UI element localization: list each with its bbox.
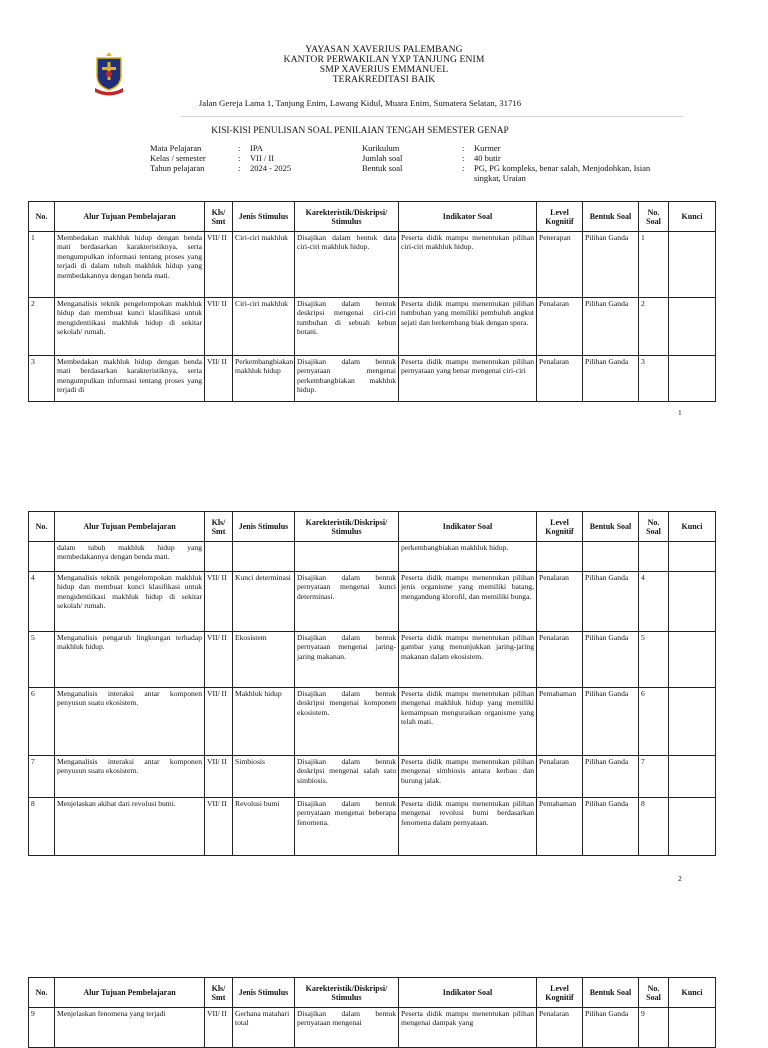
column-header-stimulus-description: Karekteristik/Diskripsi/ Stimulus <box>295 512 399 542</box>
meta-value: PG, PG kompleks, benar salah, Menjodohkan, Isian singkat, Uraian <box>474 163 651 183</box>
question-number-cell: 9 <box>639 1008 669 1048</box>
cognitive-level-cell: Pemahaman <box>537 798 583 856</box>
answer-key-cell <box>669 232 716 298</box>
question-indicator-cell: Peserta didik mampu menentukan pilihan mengenai simbiosis antara kerbau dan burung jalak. <box>399 756 537 798</box>
page-number: 1 <box>678 408 682 417</box>
column-header-answer-key: Kunci <box>669 512 716 542</box>
meta-label: Tahun pelajaran <box>150 163 205 173</box>
stimulus-description-cell: Disajikan dalam bentuk deskripsi mengenai salah satu simbiosis. <box>295 756 399 798</box>
stimulus-type-cell: Ekosistem <box>233 632 295 688</box>
question-number-cell: 4 <box>639 572 669 632</box>
column-header-stimulus-type: Jenis Stimulus <box>233 202 295 232</box>
stimulus-type-cell: Ciri-ciri makhluk <box>233 298 295 356</box>
table-row <box>29 632 716 688</box>
meta-value: IPA <box>250 143 263 153</box>
column-header-stimulus-type: Jenis Stimulus <box>233 978 295 1008</box>
question-number-cell: 5 <box>639 632 669 688</box>
question-indicator-cell: Peserta didik mampu menentukan pilihan gambar yang menunjukkan jaring-jaring makanan dalam ekosistem. <box>399 632 537 688</box>
learning-path-cell: Menganalisis teknik pengelompokan makhluk hidup dan membuat kunci klasifikasi untuk mengidentiikasi makhluk hidup di sekitar sekolah/ rumah. <box>55 298 205 356</box>
stimulus-type-cell: Ciri-ciri makhluk <box>233 232 295 298</box>
table-header-row <box>29 978 716 1008</box>
answer-key-cell <box>669 1008 716 1048</box>
question-form-cell <box>583 542 639 572</box>
question-number-cell: 1 <box>639 232 669 298</box>
meta-colon: : <box>462 153 465 163</box>
question-indicator-cell: Peserta didik mampu menentukan pilihan mengenai dampak yang <box>399 1008 537 1048</box>
column-header-learning-path: Alur Tujuan Pembelajaran <box>55 512 205 542</box>
question-form-cell: Pilihan Ganda <box>583 756 639 798</box>
question-form-cell: Pilihan Ganda <box>583 298 639 356</box>
accreditation: TERAKREDITASI BAIK <box>332 74 436 85</box>
meta-label: Bentuk soal <box>362 163 403 173</box>
column-header-question-form: Bentuk Soal <box>583 978 639 1008</box>
learning-path-cell: Menganalisis teknik pengelompokan makhluk hidup dan membuat kunci klasifikasi untuk mengidentiikasi makhluk hidup di sekitar sekolah/ rumah. <box>55 572 205 632</box>
row-number-cell: 5 <box>29 632 55 688</box>
learning-path-cell: Menjelaskan fenomena yang terjadi <box>55 1008 205 1048</box>
question-form-cell: Pilihan Ganda <box>583 798 639 856</box>
column-header-row-number: No. <box>29 512 55 542</box>
column-header-question-form: Bentuk Soal <box>583 202 639 232</box>
cognitive-level-cell: Penalaran <box>537 632 583 688</box>
question-indicator-cell: perkembangbiakan makhluk hidup. <box>399 542 537 572</box>
question-number-cell <box>639 542 669 572</box>
stimulus-description-cell: Disajikan dalam bentuk pernyataan mengenai <box>295 1008 399 1048</box>
table-row <box>29 688 716 756</box>
school-address: Jalan Gereja Lama 1, Tanjung Enim, Lawang Kidul, Muara Enim, Sumatera Selatan, 31716 <box>198 98 522 108</box>
learning-path-cell: Membedakan makhluk hidup dengan benda mati berdasarkan karakteristiknya, serta mengumpulkan informasi tentang proses yang terjadi di <box>55 356 205 402</box>
question-form-cell: Pilihan Ganda <box>583 632 639 688</box>
class-semester-cell: VII/ II <box>205 232 233 298</box>
stimulus-type-cell: Makhluk hidup <box>233 688 295 756</box>
row-number-cell <box>29 542 55 572</box>
stimulus-description-cell: Disajikan dalam bentuk deskripsi mengenai komponen ekosistem. <box>295 688 399 756</box>
answer-key-cell <box>669 298 716 356</box>
table-row <box>29 798 716 856</box>
row-number-cell: 1 <box>29 232 55 298</box>
cognitive-level-cell <box>537 542 583 572</box>
column-header-class-semester: Kls/ Smt <box>205 978 233 1008</box>
question-form-cell: Pilihan Ganda <box>583 232 639 298</box>
column-header-class-semester: Kls/ Smt <box>205 512 233 542</box>
question-form-cell: Pilihan Ganda <box>583 356 639 402</box>
column-header-answer-key: Kunci <box>669 978 716 1008</box>
question-number-cell: 2 <box>639 298 669 356</box>
column-header-question-number: No. Soal <box>639 512 669 542</box>
question-indicator-cell: Peserta didik mampu menentukan pilihan mengenai makhluk hidup yang memiliki kemampuan menguraikan organisme yang telah mati. <box>399 688 537 756</box>
class-semester-cell: VII/ II <box>205 298 233 356</box>
learning-path-cell: Membedakan makhluk hidup dengan benda mati berdasarkan karakteristiknya, serta mengumpulkan informasi tentang proses yang terjadi di dalam tubuh makhluk hidup yang membedakannya dengan benda mati. <box>55 232 205 298</box>
table-row <box>29 298 716 356</box>
page-number: 2 <box>678 874 682 883</box>
row-number-cell: 4 <box>29 572 55 632</box>
meta-left <box>150 143 370 175</box>
meta-colon: : <box>238 163 241 173</box>
answer-key-cell <box>669 542 716 572</box>
foundation-name: YAYASAN XAVERIUS PALEMBANG <box>305 44 463 55</box>
table-row <box>29 542 716 572</box>
answer-key-cell <box>669 798 716 856</box>
column-header-row-number: No. <box>29 202 55 232</box>
question-number-cell: 3 <box>639 356 669 402</box>
cognitive-level-cell: Penalaran <box>537 572 583 632</box>
column-header-cognitive-level: Level Kognitif <box>537 978 583 1008</box>
stimulus-type-cell: Kunci determinasi <box>233 572 295 632</box>
column-header-cognitive-level: Level Kognitif <box>537 202 583 232</box>
column-header-stimulus-description: Karekteristik/Diskripsi/ Stimulus <box>295 978 399 1008</box>
cognitive-level-cell: Penalaran <box>537 756 583 798</box>
question-form-cell: Pilihan Ganda <box>583 688 639 756</box>
class-semester-cell: VII/ II <box>205 356 233 402</box>
column-header-cognitive-level: Level Kognitif <box>537 512 583 542</box>
question-number-cell: 8 <box>639 798 669 856</box>
stimulus-description-cell: Disajikan dalam bentuk pernyataan mengenai perkembangbiakan makhluk hidup. <box>295 356 399 402</box>
answer-key-cell <box>669 756 716 798</box>
class-semester-cell: VII/ II <box>205 572 233 632</box>
meta-label: Kurikulum <box>362 143 400 153</box>
question-number-cell: 7 <box>639 756 669 798</box>
meta-value: 2024 - 2025 <box>250 163 292 173</box>
stimulus-type-cell: Perkembangbiakan makhluk hidup <box>233 356 295 402</box>
kisi-table-page-3 <box>28 977 716 1048</box>
column-header-question-number: No. Soal <box>639 202 669 232</box>
column-header-stimulus-description: Karekteristik/Diskripsi/ Stimulus <box>295 202 399 232</box>
column-header-question-number: No. Soal <box>639 978 669 1008</box>
stimulus-description-cell <box>295 542 399 572</box>
class-semester-cell: VII/ II <box>205 632 233 688</box>
column-header-stimulus-type: Jenis Stimulus <box>233 512 295 542</box>
table-row <box>29 572 716 632</box>
cognitive-level-cell: Penalaran <box>537 356 583 402</box>
meta-value: 40 butir <box>474 153 501 163</box>
meta-colon: : <box>238 153 241 163</box>
learning-path-cell: Menganalisis interaksi antar komponen penyusun suatu ekosistem. <box>55 688 205 756</box>
answer-key-cell <box>669 572 716 632</box>
school-name: SMP XAVERIUS EMMANUEL <box>319 64 449 75</box>
kisi-table-page-2 <box>28 511 716 856</box>
question-number-cell: 6 <box>639 688 669 756</box>
class-semester-cell: VII/ II <box>205 798 233 856</box>
office-name: KANTOR PERWAKILAN YXP TANJUNG ENIM <box>283 54 485 65</box>
row-number-cell: 2 <box>29 298 55 356</box>
stimulus-description-cell: Disajikan dalam bentuk pernyataan mengenai jaring-jaring makanan. <box>295 632 399 688</box>
stimulus-type-cell: Revolusi bumi <box>233 798 295 856</box>
stimulus-type-cell: Gerhana matahari total <box>233 1008 295 1048</box>
column-header-learning-path: Alur Tujuan Pembelajaran <box>55 202 205 232</box>
meta-value: Kurmer <box>474 143 501 153</box>
cognitive-level-cell: Pemahaman <box>537 688 583 756</box>
class-semester-cell: VII/ II <box>205 1008 233 1048</box>
stimulus-description-cell: Disajikan dalam bentuk data ciri-ciri makhluk hidup. <box>295 232 399 298</box>
learning-path-cell: Menganalisis interaksi antar komponen penyusun suatu ekosistem. <box>55 756 205 798</box>
meta-value: VII / II <box>250 153 275 163</box>
stimulus-description-cell: Disajikan dalam bentuk pernyataan mengenai kunci determinasi. <box>295 572 399 632</box>
column-header-question-indicator: Indikator Soal <box>399 202 537 232</box>
answer-key-cell <box>669 632 716 688</box>
learning-path-cell: Menganalisis pengaruh lingkungan terhadap makhluk hidup. <box>55 632 205 688</box>
row-number-cell: 7 <box>29 756 55 798</box>
column-header-question-form: Bentuk Soal <box>583 512 639 542</box>
question-indicator-cell: Peserta didik mampu menentukan pilihan pernyataan yang benar mengenai ciri-ciri <box>399 356 537 402</box>
kisi-table-page-1 <box>28 201 716 402</box>
document-title: KISI-KISI PENULISAN SOAL PENILAIAN TENGAH SEMESTER GENAP <box>211 126 509 136</box>
row-number-cell: 9 <box>29 1008 55 1048</box>
row-number-cell: 8 <box>29 798 55 856</box>
stimulus-description-cell: Disajikan dalam bentuk pernyataan mengenai beberapa fenomena. <box>295 798 399 856</box>
column-header-row-number: No. <box>29 978 55 1008</box>
column-header-question-indicator: Indikator Soal <box>399 978 537 1008</box>
row-number-cell: 6 <box>29 688 55 756</box>
answer-key-cell <box>669 356 716 402</box>
meta-label: Mata Pelajaran <box>150 143 202 153</box>
meta-colon: : <box>462 143 465 153</box>
column-header-learning-path: Alur Tujuan Pembelajaran <box>55 978 205 1008</box>
meta-colon: : <box>462 163 465 173</box>
row-number-cell: 3 <box>29 356 55 402</box>
stimulus-type-cell <box>233 542 295 572</box>
meta-label: Kelas / semester <box>150 153 206 163</box>
meta-colon: : <box>238 143 241 153</box>
learning-path-cell: dalam tubuh makhluk hidup yang membedakannya dengan benda mati. <box>55 542 205 572</box>
class-semester-cell: VII/ II <box>205 756 233 798</box>
table-row <box>29 756 716 798</box>
question-indicator-cell: Peserta didik mampu menentukan pilihan ciri-ciri makhluk hidup. <box>399 232 537 298</box>
table-header-row <box>29 512 716 542</box>
answer-key-cell <box>669 688 716 756</box>
question-indicator-cell: Peserta didik mampu menentukan pilihan tumbuhan yang memiliki pembuluh angkut sejati dan berkembang biak dengan spora. <box>399 298 537 356</box>
question-form-cell: Pilihan Ganda <box>583 1008 639 1048</box>
header-divider <box>180 116 684 117</box>
question-form-cell: Pilihan Ganda <box>583 572 639 632</box>
question-indicator-cell: Peserta didik mampu menentukan pilihan mengenai revolusi bumi berdasarkan fenomena dalam pernyataan. <box>399 798 537 856</box>
cognitive-level-cell: Penalaran <box>537 298 583 356</box>
meta-label: Jumlah soal <box>362 153 403 163</box>
column-header-question-indicator: Indikator Soal <box>399 512 537 542</box>
table-row <box>29 1008 716 1048</box>
stimulus-type-cell: Simbiosis <box>233 756 295 798</box>
learning-path-cell: Menjelaskan akibat dari revolusi bumi. <box>55 798 205 856</box>
question-indicator-cell: Peserta didik mampu menentukan pilihan jenis organisme yang memiliki batang, mengandung klorofil, dan memiliki bunga. <box>399 572 537 632</box>
meta-right <box>362 143 682 187</box>
column-header-class-semester: Kls/ Smt <box>205 202 233 232</box>
cognitive-level-cell: Penerapan <box>537 232 583 298</box>
table-row <box>29 356 716 402</box>
class-semester-cell: VII/ II <box>205 688 233 756</box>
stimulus-description-cell: Disajikan dalam bentuk deskripsi mengenai ciri-ciri tumbuhan di sebuah kebun botani. <box>295 298 399 356</box>
table-header-row <box>29 202 716 232</box>
column-header-answer-key: Kunci <box>669 202 716 232</box>
table-row <box>29 232 716 298</box>
class-semester-cell <box>205 542 233 572</box>
cognitive-level-cell: Penalaran <box>537 1008 583 1048</box>
